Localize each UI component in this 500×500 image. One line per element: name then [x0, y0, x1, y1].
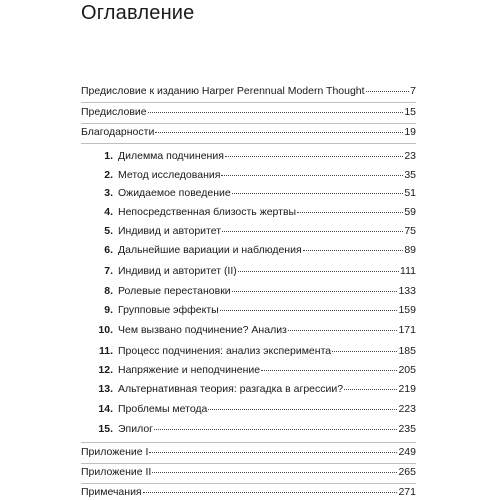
chapter-page: 223 — [398, 403, 416, 415]
toc-entry-page: 265 — [398, 466, 416, 478]
chapter-page: 89 — [404, 244, 416, 256]
chapter-page: 133 — [398, 285, 416, 297]
chapter-label: Эпилог — [118, 423, 154, 435]
chapter-label: Индивид и авторитет (II) — [118, 265, 237, 277]
chapter-number: 2. — [104, 169, 113, 181]
dot-leader — [221, 174, 403, 176]
dot-leader — [297, 211, 403, 213]
dot-leader — [152, 471, 397, 473]
chapter-number: 15. — [98, 423, 113, 435]
chapter-page: 235 — [398, 423, 416, 435]
toc-chapter-15[interactable] — [96, 423, 416, 436]
dot-leader — [220, 309, 398, 311]
toc-entry-page: 19 — [404, 126, 416, 138]
chapter-label: Ролевые перестановки — [118, 285, 231, 297]
toc-entry-label: Предисловие — [81, 106, 147, 118]
chapter-page: 23 — [404, 150, 416, 162]
dot-leader — [225, 155, 403, 157]
dot-leader — [344, 388, 397, 390]
chapter-page: 75 — [404, 225, 416, 237]
chapter-label: Процесс подчинения: анализ эксперимента — [118, 345, 332, 357]
chapter-label: Индивид и авторитет — [118, 225, 222, 237]
toc-chapter-1[interactable] — [96, 150, 416, 163]
dot-leader — [303, 249, 404, 251]
chapter-label: Дилемма подчинения — [118, 150, 224, 162]
chapter-label: Ожидаемое поведение — [118, 187, 231, 199]
toc-entry-page: 7 — [410, 85, 416, 97]
separator-line — [81, 143, 416, 144]
chapter-number: 13. — [98, 383, 113, 395]
separator-line — [81, 463, 416, 464]
chapter-page: 59 — [404, 206, 416, 218]
chapter-page: 219 — [398, 383, 416, 395]
chapter-page: 205 — [398, 364, 416, 376]
chapter-label: Напряжение и неподчинение — [118, 364, 261, 376]
separator-line — [81, 123, 416, 124]
toc-entry-notes[interactable] — [81, 486, 416, 499]
toc-entry-page: 271 — [398, 486, 416, 498]
chapter-number: 4. — [104, 206, 113, 218]
chapter-label: Метод исследования — [118, 169, 221, 181]
chapter-page: 185 — [398, 345, 416, 357]
toc-chapter-11[interactable] — [96, 345, 416, 358]
dot-leader — [232, 192, 404, 194]
toc-chapter-10[interactable] — [96, 324, 416, 337]
chapter-number: 10. — [98, 324, 113, 336]
chapter-label: Непосредственная близость жертвы — [118, 206, 297, 218]
chapter-number: 14. — [98, 403, 113, 415]
toc-entry-acknowledgements[interactable] — [81, 126, 416, 139]
chapter-number: 1. — [104, 150, 113, 162]
dot-leader — [232, 290, 398, 292]
toc-entry-preface[interactable] — [81, 106, 416, 119]
toc-entry-label: Предисловие к изданию Harper Perennual Modern Thought — [81, 85, 365, 97]
chapter-page: 51 — [404, 187, 416, 199]
dot-leader — [288, 329, 398, 331]
toc-chapter-12[interactable] — [96, 364, 416, 377]
toc-chapter-4[interactable] — [96, 206, 416, 219]
chapter-number: 3. — [104, 187, 113, 199]
chapter-page: 171 — [398, 324, 416, 336]
dot-leader — [149, 451, 397, 453]
toc-chapter-8[interactable] — [96, 285, 416, 298]
separator-line — [81, 483, 416, 484]
separator-line — [81, 442, 416, 443]
chapter-page: 159 — [398, 304, 416, 316]
chapter-label: Проблемы метода — [118, 403, 208, 415]
chapter-number: 5. — [104, 225, 113, 237]
toc-entry-page: 249 — [398, 446, 416, 458]
chapter-page: 35 — [404, 169, 416, 181]
chapter-page: 111 — [400, 265, 416, 277]
toc-entry-label: Приложение II — [81, 466, 152, 478]
chapter-label: Альтернативная теория: разгадка в агрессии? — [118, 383, 344, 395]
dot-leader — [366, 90, 410, 92]
dot-leader — [208, 408, 397, 410]
dot-leader — [143, 491, 398, 493]
dot-leader — [261, 369, 397, 371]
chapter-number: 8. — [104, 285, 113, 297]
toc-chapter-9[interactable] — [96, 304, 416, 317]
dot-leader — [154, 428, 397, 430]
page-title: Оглавление — [81, 2, 195, 24]
toc-chapter-7[interactable] — [96, 265, 416, 278]
chapter-label: Чем вызвано подчинение? Анализ — [118, 324, 287, 336]
toc-entry-label: Приложение I — [81, 446, 149, 458]
toc-chapter-3[interactable] — [96, 187, 416, 200]
chapter-label: Дальнейшие вариации и наблюдения — [118, 244, 302, 256]
chapter-number: 9. — [104, 304, 113, 316]
toc-chapter-5[interactable] — [96, 225, 416, 238]
toc-chapter-14[interactable] — [96, 403, 416, 416]
chapter-number: 12. — [98, 364, 113, 376]
toc-entry-label: Благодарности — [81, 126, 155, 138]
dot-leader — [332, 350, 397, 352]
toc-chapter-6[interactable] — [96, 244, 416, 257]
dot-leader — [238, 270, 399, 272]
chapter-number: 6. — [104, 244, 113, 256]
toc-entry-appendix-1[interactable] — [81, 446, 416, 459]
dot-leader — [148, 111, 404, 113]
toc-entry-page: 15 — [404, 106, 416, 118]
toc-entry-preface-harper[interactable] — [81, 85, 416, 98]
chapter-number: 11. — [98, 345, 113, 357]
separator-line — [81, 102, 416, 103]
toc-entry-label: Примечания — [81, 486, 142, 498]
chapter-label: Групповые эффекты — [118, 304, 219, 316]
toc-chapter-13[interactable] — [96, 383, 416, 396]
dot-leader — [155, 131, 403, 133]
toc-chapter-2[interactable] — [96, 169, 416, 182]
chapter-number: 7. — [104, 265, 113, 277]
toc-entry-appendix-2[interactable] — [81, 466, 416, 479]
dot-leader — [222, 230, 403, 232]
